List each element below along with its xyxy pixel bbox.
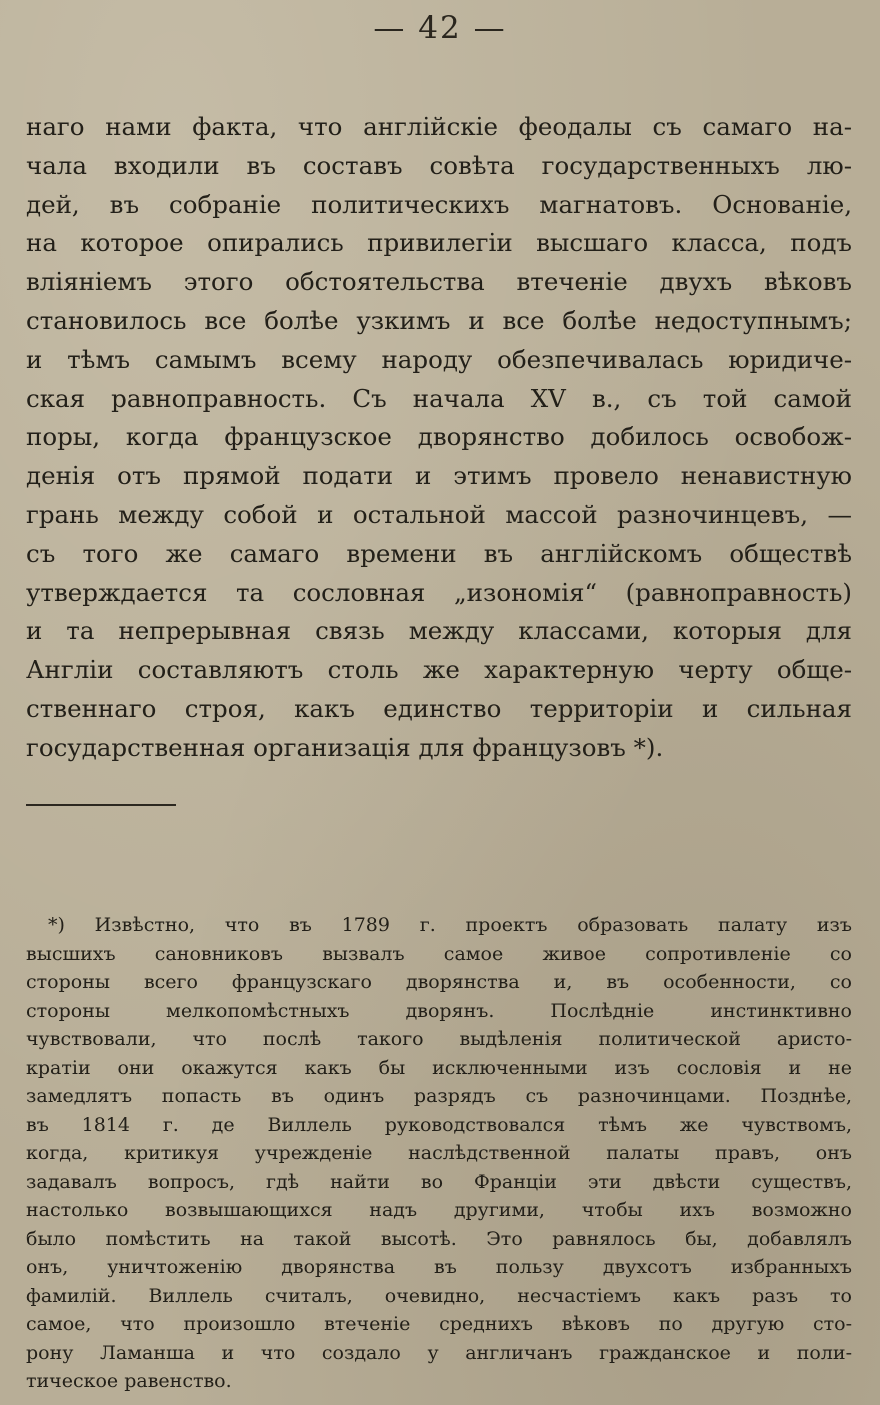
- footnote-line: когда, критикуя учрежденіе наслѣдственной палаты правъ, онъ: [26, 1142, 852, 1164]
- main-text-line: Англіи составляютъ столь же характерную черту обще-: [26, 655, 852, 685]
- main-text-line: ская равноправность. Съ начала XV в., съ той самой: [26, 383, 852, 413]
- main-text-line: государственная организація для французовъ *).: [26, 732, 664, 762]
- footnote-line: рону Ламанша и что создало у англичанъ гражданское и поли-: [26, 1341, 852, 1364]
- main-text-line: наго нами факта, что англійскіе феодалы съ самаго на-: [26, 112, 852, 141]
- footnote-line: фамилій. Виллель считалъ, очевидно, несчастіемъ какъ разъ то: [26, 1284, 852, 1307]
- main-text-line: ственнаго строя, какъ единство территоріи и сильная: [26, 693, 852, 723]
- main-text-line: и тѣмъ самымъ всему народу обезпечивалась юридиче-: [26, 344, 852, 374]
- footnote-line: въ 1814 г. де Виллель руководствовался тѣмъ же чувствомъ,: [26, 1113, 852, 1136]
- footnote-line: высшихъ сановниковъ вызвалъ самое живое сопротивленіе со: [26, 942, 852, 965]
- main-text-line: на которое опирались привилегіи высшаго класса, подъ: [26, 228, 852, 258]
- footnote-line: чувствовали, что послѣ такого выдѣленія политической аристо-: [26, 1028, 852, 1050]
- main-text-line: грань между собой и остальной массой разночинцевъ, —: [26, 499, 852, 529]
- footnote-line: стороны мелкопомѣстныхъ дворянъ. Послѣдніе инстинктивно: [26, 999, 852, 1022]
- footnote-line: задавалъ вопросъ, гдѣ найти во Франціи эти двѣсти существъ,: [26, 1170, 852, 1193]
- main-text-line: дей, въ собраніе политическихъ магнатовъ. Основаніе,: [26, 189, 852, 219]
- main-text-line: утверждается та сословная „изономія“ (равноправность): [26, 577, 852, 607]
- main-text-line: поры, когда французское дворянство добилось освобож-: [26, 422, 852, 452]
- footnote-line: *) Извѣстно, что въ 1789 г. проектъ образовать палату изъ: [48, 914, 852, 936]
- main-text-line: становилось все болѣе узкимъ и все болѣе недоступнымъ;: [26, 305, 852, 335]
- footnote-line: самое, что произошло втеченіе среднихъ вѣковъ по другую сто-: [26, 1313, 852, 1335]
- footnote-line: было помѣстить на такой высотѣ. Это равнялось бы, добавлялъ: [26, 1227, 852, 1250]
- footnote-line: настолько возвышающихся надъ другими, чтобы ихъ возможно: [26, 1199, 852, 1221]
- main-text-line: и та непрерывная связь между классами, которыя для: [26, 616, 852, 646]
- main-text-line: чала входили въ составъ совѣта государственныхъ лю-: [26, 150, 852, 180]
- footnote-divider: [26, 804, 176, 806]
- main-text-block: [26, 108, 852, 768]
- footnote-line: онъ, уничтоженію дворянства въ пользу двухсотъ избранныхъ: [26, 1256, 852, 1278]
- footnote-line: стороны всего французскаго дворянства и, въ особенности, со: [26, 971, 852, 993]
- footnote-line: замедлятъ попасть въ одинъ разрядъ съ разночинцами. Позднѣе,: [26, 1085, 852, 1107]
- footnote-line: кратіи они окажутся какъ бы исключенными изъ сословія и не: [26, 1056, 852, 1079]
- footnote-line: тическое равенство.: [26, 1370, 232, 1392]
- page-number: — 42 —: [373, 10, 507, 46]
- main-text-line: денія отъ прямой подати и этимъ провело ненавистную: [26, 461, 852, 491]
- footnote-block: [26, 911, 852, 1396]
- main-text-line: вліяніемъ этого обстоятельства втеченіе двухъ вѣковъ: [26, 267, 852, 297]
- main-text-line: съ того же самаго времени въ англійскомъ обществѣ: [26, 538, 852, 568]
